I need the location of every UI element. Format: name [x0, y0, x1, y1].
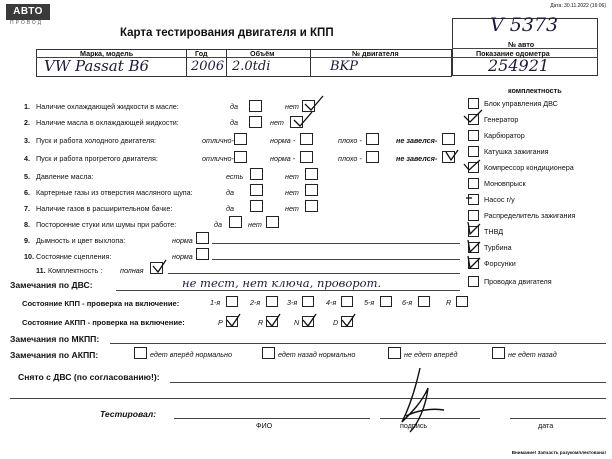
option-label: норма [172, 252, 193, 261]
checkmark-icon [462, 254, 484, 272]
year-value: 2006 [191, 59, 225, 74]
gear-label: 5-я [364, 298, 375, 307]
gear-label: 1-я [210, 298, 221, 307]
odometer-label: Показание одометра [476, 49, 550, 58]
print-date: Дата: 30.11.2022 (16:06) [550, 3, 606, 9]
option-label: плохо - [338, 154, 362, 163]
completeness-title: комплектность [508, 86, 562, 95]
option-label: да [230, 118, 238, 127]
option-label: да [214, 220, 222, 229]
answer-line [110, 343, 606, 344]
completeness-item: Генератор [484, 115, 519, 124]
completeness-checkbox[interactable] [468, 178, 479, 189]
gear-checkbox[interactable] [266, 296, 278, 307]
check-label: Наличие масла в охлаждающей жидкости: [36, 118, 179, 127]
page-title: Карта тестирования двигателя и КПП [120, 27, 334, 39]
option-label: нет [285, 102, 299, 111]
option-label: нет [285, 204, 299, 213]
check-number: 7. [24, 204, 30, 213]
check-number: 2. [24, 118, 30, 127]
completeness-item: Компрессор кондиционера [484, 163, 574, 172]
option-checkbox[interactable] [249, 100, 262, 112]
tested-by-label: Тестировал: [100, 409, 157, 419]
option-checkbox[interactable] [442, 133, 455, 145]
checkmark-icon [462, 158, 484, 176]
checkmark-icon [290, 108, 316, 130]
completeness-item: Моновпрыск [484, 179, 526, 188]
akpp-label: Состояние АКПП - проверка на включение: [22, 318, 185, 327]
check-label: Пуск и работа холодного двигателя: [36, 136, 157, 145]
checkmark-icon [264, 310, 284, 330]
gear-checkbox[interactable] [380, 296, 392, 307]
option-label: да [226, 204, 234, 213]
option-checkbox[interactable] [249, 116, 262, 128]
akpp-option-checkbox[interactable] [388, 347, 401, 359]
kpp-label: Состояние КПП - проверка на включение: [22, 299, 180, 308]
option-label: отлично- [202, 136, 234, 145]
checkmark-icon [224, 310, 244, 330]
answer-line [212, 259, 460, 260]
option-checkbox[interactable] [250, 168, 263, 180]
check-label: Состояние сцепления: [36, 252, 112, 261]
completeness-item: Распределитель зажигания [484, 211, 576, 220]
header-engine-no: № двигателя [352, 49, 399, 58]
completeness-item: ТНВД [484, 227, 504, 236]
logo-subtitle: ПРОВОД [10, 20, 44, 26]
signature-caption: подпись [400, 421, 428, 430]
checkmark-icon [339, 310, 359, 330]
header-make-model: Марка, модель [80, 49, 134, 58]
option-checkbox[interactable] [196, 232, 209, 244]
check-label: Дымность и цвет выхлопа: [36, 236, 126, 245]
akpp-option-checkbox[interactable] [492, 347, 505, 359]
gear-label: R [258, 318, 264, 327]
checkmark-icon [442, 146, 462, 164]
check-label: Пуск и работа прогретого двигателя: [36, 154, 158, 163]
akpp-option-checkbox[interactable] [134, 347, 147, 359]
option-checkbox[interactable] [196, 248, 209, 260]
akpp-option-label: не едет назад [508, 350, 557, 359]
removed-from-engine-label: Снято с ДВС (по согласованию!): [18, 372, 160, 382]
odometer-value: 254921 [488, 56, 550, 75]
option-checkbox[interactable] [250, 184, 263, 196]
date-caption: дата [538, 421, 554, 430]
answer-line [170, 382, 606, 383]
gear-checkbox[interactable] [341, 296, 353, 307]
name-line [174, 418, 370, 419]
check-label: Комплектность : [48, 266, 103, 275]
option-checkbox[interactable] [366, 151, 379, 163]
logo-text: АВТО [13, 6, 43, 17]
option-checkbox[interactable] [250, 200, 263, 212]
completeness-item: Блок управления ДВС [484, 99, 558, 108]
check-label: Наличие газов в расширительном бачке: [36, 204, 173, 213]
answer-line [10, 398, 606, 399]
header-year: Год [195, 49, 208, 58]
option-checkbox[interactable] [234, 133, 247, 145]
akpp-remarks-label: Замечания по АКПП: [10, 350, 99, 360]
option-label: нет [285, 188, 299, 197]
option-checkbox[interactable] [234, 151, 247, 163]
car-number-handwritten: V 5373 [490, 14, 559, 36]
check-number: 10. [24, 252, 34, 261]
header-volume: Объём [250, 49, 275, 58]
completeness-item: Турбина [484, 243, 512, 252]
option-label: не завелся- [396, 154, 438, 163]
checkmark-icon [300, 310, 320, 330]
car-number-label: № авто [508, 40, 535, 49]
check-number: 5. [24, 172, 30, 181]
completeness-checkbox[interactable] [468, 146, 479, 157]
completeness-item: Катушка зажигания [484, 147, 549, 156]
handwritten-signature [392, 366, 448, 436]
volume-value: 2.0tdi [232, 59, 271, 74]
gear-label: P [218, 318, 223, 327]
checkmark-icon [462, 108, 486, 128]
answer-line [212, 243, 460, 244]
dvs-remarks-text: не тест, нет ключа, проворот. [182, 276, 382, 290]
option-checkbox[interactable] [305, 200, 318, 212]
option-label: норма [172, 236, 193, 245]
completeness-item: Форсунки [484, 259, 516, 268]
option-label: есть [226, 172, 244, 181]
check-number: 9. [24, 236, 30, 245]
check-label: Картерные газы из отверстия масляного щупа: [36, 188, 193, 197]
answer-line [168, 273, 460, 274]
gear-checkbox[interactable] [418, 296, 430, 307]
fio-caption: ФИО [256, 421, 273, 430]
option-label: полная [120, 266, 144, 275]
mkpp-remarks-label: Замечания по МКПП: [10, 334, 100, 344]
option-label: нет [270, 118, 284, 127]
checkmark-icon [150, 256, 170, 276]
akpp-option-label: едет вперёд нормально [150, 350, 232, 359]
gear-label: 4-я [326, 298, 337, 307]
option-label: нет [248, 220, 262, 229]
option-checkbox[interactable] [229, 216, 242, 228]
gear-checkbox[interactable] [302, 296, 314, 307]
gear-label: R [446, 298, 452, 307]
option-label: нет [285, 172, 299, 181]
check-label: Посторонние стуки или шумы при работе: [36, 220, 177, 229]
check-number: 11. [36, 266, 46, 275]
option-checkbox[interactable] [300, 151, 313, 163]
completeness-item: Насос г/у [484, 195, 515, 204]
check-label: Давление масла: [36, 172, 94, 181]
gear-label: 2-я [250, 298, 261, 307]
gear-label: D [333, 318, 339, 327]
option-checkbox[interactable] [266, 216, 279, 228]
check-number: 8. [24, 220, 30, 229]
answer-line [116, 290, 460, 291]
option-label: да [226, 188, 234, 197]
make-model-value: VW Passat B6 [44, 57, 150, 75]
completeness-checkbox[interactable] [468, 276, 479, 287]
option-label: да [230, 102, 238, 111]
gear-checkbox[interactable] [226, 296, 238, 307]
gear-label: 3-я [287, 298, 298, 307]
option-label: отлично- [202, 154, 234, 163]
completeness-checkbox[interactable] [468, 130, 479, 141]
option-checkbox[interactable] [366, 133, 379, 145]
akpp-option-checkbox[interactable] [262, 347, 275, 359]
option-label: норма - [270, 136, 296, 145]
option-checkbox[interactable] [300, 133, 313, 145]
akpp-option-label: едет назад нормально [278, 350, 356, 359]
completeness-item: Карбюратор [484, 131, 525, 140]
check-number: 1. [24, 102, 30, 111]
dvs-remarks-label: Замечания по ДВС: [10, 280, 93, 290]
checkmark-icon [462, 220, 484, 238]
footer-note: Внимание! Запчасть разукомплектована! [511, 450, 606, 455]
option-label: плохо - [338, 136, 362, 145]
gear-label: N [294, 318, 300, 327]
check-number: 4. [24, 154, 30, 163]
option-checkbox[interactable] [305, 168, 318, 180]
check-number: 3. [24, 136, 30, 145]
date-line [510, 418, 606, 419]
gear-label: 6-я [402, 298, 413, 307]
checkmark-icon [462, 190, 482, 206]
completeness-item: Проводка двигателя [484, 277, 552, 286]
akpp-option-label: не едет вперёд [404, 350, 458, 359]
option-label: не завелся- [396, 136, 438, 145]
check-label: Наличие охлаждающей жидкости в масле: [36, 102, 179, 111]
check-number: 6. [24, 188, 30, 197]
engine-no-value: BKP [330, 59, 359, 74]
company-logo [6, 4, 50, 20]
gear-checkbox[interactable] [456, 296, 468, 307]
option-label: норма - [270, 154, 296, 163]
option-checkbox[interactable] [305, 184, 318, 196]
